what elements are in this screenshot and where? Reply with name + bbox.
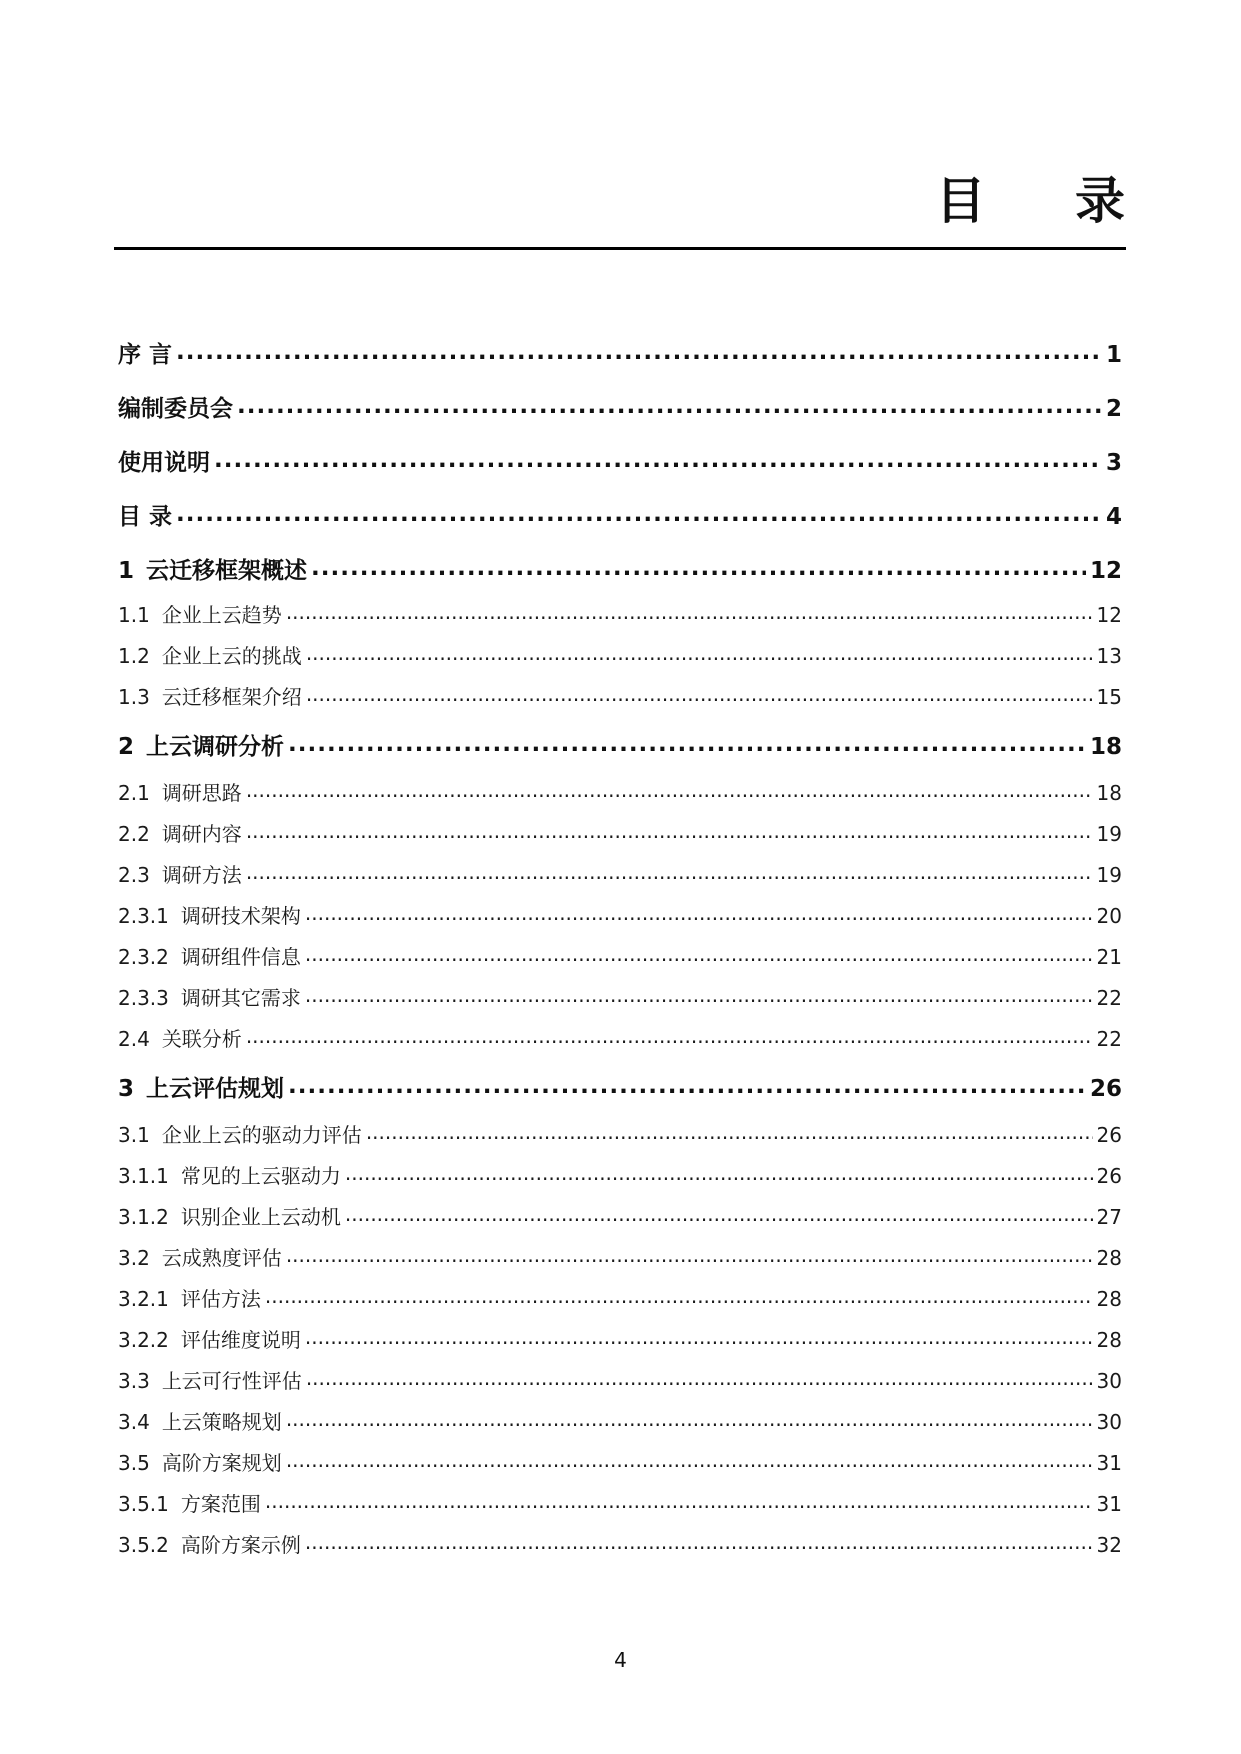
toc-entry[interactable]: [118, 1023, 1122, 1052]
toc-entry-label: 调研技术架构: [180, 904, 301, 928]
toc-leader-dots: [286, 1245, 1093, 1265]
toc-entry[interactable]: [118, 818, 1122, 847]
toc-entry-page: 26: [1096, 1164, 1122, 1188]
toc-leader-dots: [286, 602, 1093, 622]
title-divider: [114, 247, 1126, 250]
toc-entry-label: 评估维度说明: [180, 1328, 301, 1352]
toc-entry-number: 3.2.2: [118, 1328, 169, 1352]
toc-entry-page: 27: [1096, 1205, 1122, 1229]
toc-leader-dots: [176, 501, 1102, 524]
toc-entry-label: 上云评估规划: [146, 1076, 285, 1102]
toc-entry-label: 识别企业上云动机: [180, 1205, 341, 1229]
toc-entry[interactable]: [118, 982, 1122, 1011]
toc-leader-dots: [246, 862, 1093, 882]
toc-entry[interactable]: [118, 1070, 1122, 1103]
toc-entry[interactable]: [118, 1365, 1122, 1394]
toc-entry-number: 3.2.1: [118, 1287, 169, 1311]
toc-entry-label: 调研组件信息: [180, 945, 301, 969]
toc-entry[interactable]: [118, 728, 1122, 761]
toc-entry-page: 1: [1105, 342, 1122, 368]
toc-leader-dots: [286, 1450, 1093, 1470]
toc-entry-label: 编制委员会: [118, 396, 233, 422]
toc-entry-label: 云迁移框架概述: [146, 558, 308, 584]
toc-leader-dots: [176, 339, 1102, 362]
toc-entry-page: 3: [1105, 450, 1122, 476]
toc-entry-page: 15: [1096, 685, 1122, 709]
toc-entry-label: 云迁移框架介绍: [161, 685, 302, 709]
toc-entry-number: 2.3: [118, 863, 150, 887]
toc-entry-label: 调研方法: [161, 863, 242, 887]
toc-entry-number: 1.3: [118, 685, 150, 709]
toc-entry-number: 3.3: [118, 1369, 150, 1393]
toc-entry-label: 调研内容: [161, 822, 242, 846]
toc-entry-number: 3.5: [118, 1451, 150, 1475]
toc-entry-number: 3.1.2: [118, 1205, 169, 1229]
toc-entry-number: 2: [118, 734, 135, 760]
toc-leader-dots: [306, 1368, 1093, 1388]
toc-entry-label: 云成熟度评估: [161, 1246, 282, 1270]
toc-entry-label: 高阶方案规划: [161, 1451, 282, 1475]
toc-entry-label: 使用说明: [118, 450, 210, 476]
toc-entry[interactable]: [118, 1488, 1122, 1517]
toc-entry[interactable]: [118, 859, 1122, 888]
toc-leader-dots: [237, 393, 1102, 416]
toc-entry-label: 企业上云趋势: [161, 603, 282, 627]
toc-entry-number: 3: [118, 1076, 135, 1102]
toc-entry-page: 28: [1096, 1287, 1122, 1311]
toc-entry-page: 30: [1096, 1369, 1122, 1393]
toc-entry-label: 上云可行性评估: [161, 1369, 302, 1393]
toc-entry[interactable]: [118, 941, 1122, 970]
toc-entry-page: 2: [1105, 396, 1122, 422]
toc-leader-dots: [306, 684, 1093, 704]
toc-leader-dots: [246, 821, 1093, 841]
toc-entry[interactable]: [118, 1406, 1122, 1435]
toc-entry-page: 26: [1096, 1123, 1122, 1147]
toc-entry[interactable]: [118, 599, 1122, 628]
toc-entry[interactable]: [118, 444, 1122, 477]
toc-entry-number: 2.3.1: [118, 904, 169, 928]
toc-entry[interactable]: [118, 498, 1122, 531]
toc-entry-page: 12: [1096, 603, 1122, 627]
toc-leader-dots: [306, 643, 1093, 663]
toc-entry-page: 31: [1096, 1451, 1122, 1475]
toc-entry-page: 22: [1096, 986, 1122, 1010]
toc-entry[interactable]: [118, 390, 1122, 423]
toc-entry-label: 序 言: [118, 342, 173, 368]
toc-entry-page: 19: [1096, 863, 1122, 887]
toc-entry-number: 3.4: [118, 1410, 150, 1434]
toc-entry-page: 22: [1096, 1027, 1122, 1051]
toc-leader-dots: [265, 1286, 1093, 1306]
toc-entry-label: 上云调研分析: [146, 734, 285, 760]
toc-entry-number: 3.5.2: [118, 1533, 169, 1557]
toc-entry[interactable]: [118, 1324, 1122, 1353]
toc-entry-page: 21: [1096, 945, 1122, 969]
toc-entry-page: 13: [1096, 644, 1122, 668]
toc-entry-number: 2.3.3: [118, 986, 169, 1010]
toc-leader-dots: [286, 1409, 1093, 1429]
toc-entry-number: 1.1: [118, 603, 150, 627]
page-title: 目 录: [935, 172, 1161, 230]
toc-entry[interactable]: [118, 1201, 1122, 1230]
toc-leader-dots: [305, 944, 1093, 964]
toc-leader-dots: [246, 1026, 1093, 1046]
toc-entry[interactable]: [118, 1119, 1122, 1148]
toc-leader-dots: [246, 780, 1093, 800]
toc-entry-number: 2.1: [118, 781, 150, 805]
toc-entry-page: 26: [1089, 1076, 1122, 1102]
toc-entry-page: 18: [1089, 734, 1122, 760]
toc-leader-dots: [311, 555, 1086, 578]
toc-entry-page: 31: [1096, 1492, 1122, 1516]
toc-entry[interactable]: [118, 1283, 1122, 1312]
toc-entry[interactable]: [118, 1160, 1122, 1189]
toc-entry-label: 方案范围: [180, 1492, 261, 1516]
toc-entry-page: 4: [1105, 504, 1122, 530]
toc-entry[interactable]: [118, 1447, 1122, 1476]
toc-entry-page: 28: [1096, 1246, 1122, 1270]
toc-entry-page: 32: [1096, 1533, 1122, 1557]
toc-entry-label: 企业上云的驱动力评估: [161, 1123, 362, 1147]
toc-entry-label: 关联分析: [161, 1027, 242, 1051]
toc-entry-number: 3.1.1: [118, 1164, 169, 1188]
toc-entry-number: 1.2: [118, 644, 150, 668]
toc-entry[interactable]: [118, 640, 1122, 669]
toc-leader-dots: [305, 985, 1093, 1005]
toc-leader-dots: [345, 1204, 1093, 1224]
toc-entry-label: 高阶方案示例: [180, 1533, 301, 1557]
toc-entry-label: 评估方法: [180, 1287, 261, 1311]
toc-leader-dots: [366, 1122, 1093, 1142]
toc-entry-page: 30: [1096, 1410, 1122, 1434]
toc-entry[interactable]: [118, 1242, 1122, 1271]
toc-leader-dots: [288, 731, 1086, 754]
toc-leader-dots: [305, 903, 1093, 923]
toc-entry[interactable]: [118, 336, 1122, 369]
toc-entry-number: 1: [118, 558, 135, 584]
toc-entry-label: 目 录: [118, 504, 173, 530]
toc-entry[interactable]: [118, 777, 1122, 806]
toc-entry[interactable]: [118, 552, 1122, 585]
toc-entry-number: 2.4: [118, 1027, 150, 1051]
toc-leader-dots: [288, 1073, 1086, 1096]
toc-entry-page: 20: [1096, 904, 1122, 928]
page-number: 4: [614, 1648, 627, 1672]
toc-leader-dots: [305, 1327, 1093, 1347]
toc-entry-label: 上云策略规划: [161, 1410, 282, 1434]
toc-entry-label: 企业上云的挑战: [161, 644, 302, 668]
toc-entry[interactable]: [118, 681, 1122, 710]
toc-entry-number: 2.2: [118, 822, 150, 846]
toc-leader-dots: [214, 447, 1102, 470]
toc-entry-number: 2.3.2: [118, 945, 169, 969]
toc-entry-label: 常见的上云驱动力: [180, 1164, 341, 1188]
toc-entry-number: 3.1: [118, 1123, 150, 1147]
toc-entry-number: 3.2: [118, 1246, 150, 1270]
toc-entry-label: 调研其它需求: [180, 986, 301, 1010]
toc-leader-dots: [305, 1532, 1093, 1552]
toc-entry-page: 19: [1096, 822, 1122, 846]
toc-entry-label: 调研思路: [161, 781, 242, 805]
toc-leader-dots: [345, 1163, 1093, 1183]
toc-entry-number: 3.5.1: [118, 1492, 169, 1516]
toc-entry[interactable]: [118, 900, 1122, 929]
toc-entry-page: 18: [1096, 781, 1122, 805]
toc-entry-page: 28: [1096, 1328, 1122, 1352]
toc-entry[interactable]: [118, 1529, 1122, 1558]
toc-entry-page: 12: [1089, 558, 1122, 584]
toc-leader-dots: [265, 1491, 1093, 1511]
